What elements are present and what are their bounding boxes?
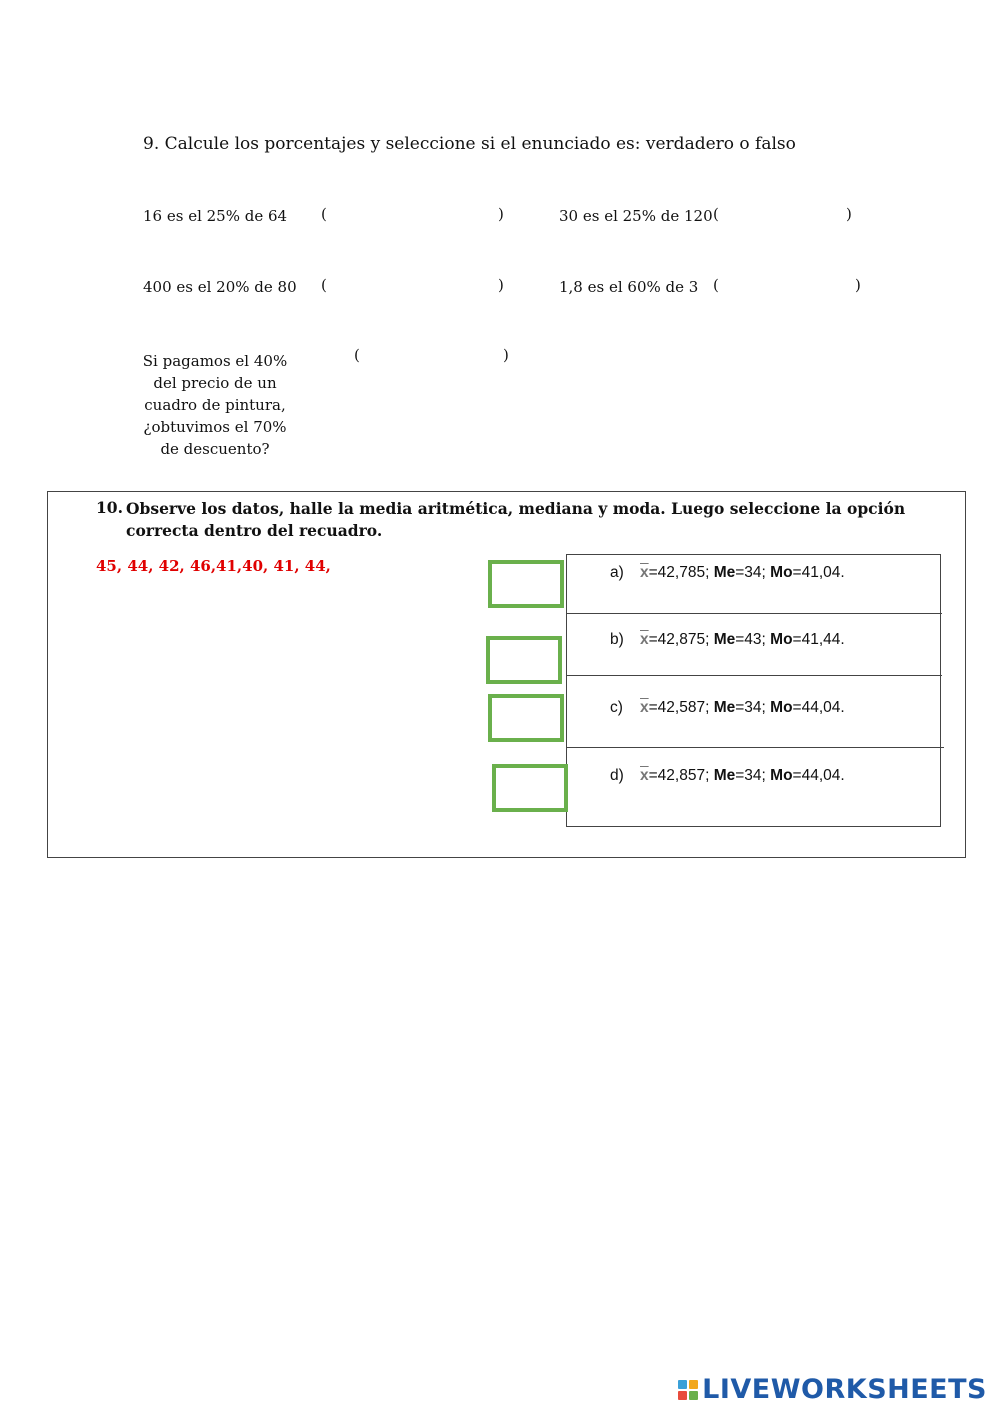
open-paren: ( [713, 205, 719, 223]
statement-5: Si pagamos el 40% del precio de un cuadro de pintura, ¿obtuvimos el 70% de descuento? [142, 352, 288, 458]
statement-3: 400 es el 20% de 80 [143, 278, 297, 296]
close-paren: ) [498, 276, 504, 294]
option-c-checkbox[interactable] [488, 694, 564, 742]
option-letter: a) [610, 564, 624, 581]
option-d-checkbox[interactable] [492, 764, 568, 812]
option-a-checkbox[interactable] [488, 560, 564, 608]
median-label: Me [713, 699, 736, 716]
option-c [610, 699, 845, 717]
statement-2: 30 es el 25% de 120 [559, 207, 713, 225]
mode-value: =41,44. [792, 631, 845, 648]
table-divider [567, 747, 944, 748]
table-divider [567, 613, 942, 614]
answer-input-4[interactable] [724, 276, 853, 300]
option-letter: d) [610, 767, 624, 784]
question-10-text: Observe los datos, halle la media aritmética, mediana y moda. Luego seleccione la opción correcta dentro del recuadro. [126, 499, 906, 540]
option-b [610, 631, 845, 649]
answer-input-2[interactable] [724, 205, 844, 229]
answer-input-1[interactable] [332, 205, 496, 229]
mean-value: =42,857; [648, 767, 714, 784]
mean-symbol: $\overline{x}$ [640, 631, 649, 648]
close-paren: ) [855, 276, 861, 294]
mean-value: =42,785; [648, 564, 714, 581]
logo-text: LIVEWORKSHEETS [702, 1374, 987, 1405]
median-label: Me [713, 564, 736, 581]
close-paren: ) [846, 205, 852, 223]
mode-value: =41,04. [792, 564, 845, 581]
options-table [566, 554, 941, 827]
mode-label: Mo [770, 699, 793, 716]
liveworksheets-logo [678, 1374, 987, 1405]
mean-symbol: $\overline{x}$ [640, 564, 649, 581]
option-letter: c) [610, 699, 623, 716]
table-divider [567, 675, 942, 676]
mode-label: Mo [770, 767, 793, 784]
open-paren: ( [713, 276, 719, 294]
mode-label: Mo [770, 631, 793, 648]
median-value: =34; [735, 564, 771, 581]
statement-1: 16 es el 25% de 64 [143, 207, 288, 225]
open-paren: ( [321, 205, 327, 223]
statement-4: 1,8 es el 60% de 3 [559, 278, 699, 296]
question-10-number: 10. [96, 498, 123, 517]
mean-symbol: $\overline{x}$ [640, 699, 649, 716]
median-value: =34; [735, 699, 771, 716]
mean-symbol: $\overline{x}$ [640, 767, 649, 784]
mean-value: =42,587; [648, 699, 714, 716]
option-a [610, 564, 845, 582]
mode-value: =44,04. [792, 767, 845, 784]
option-letter: b) [610, 631, 624, 648]
question-9-title: 9. Calcule los porcentajes y seleccione si el enunciado es: verdadero o falso [143, 134, 796, 154]
option-d [610, 767, 845, 785]
option-b-checkbox[interactable] [486, 636, 562, 684]
mode-label: Mo [770, 564, 793, 581]
close-paren: ) [498, 205, 504, 223]
open-paren: ( [354, 346, 360, 364]
answer-input-5[interactable] [365, 346, 501, 370]
answer-input-3[interactable] [332, 276, 496, 300]
data-values: 45, 44, 42, 46,41,40, 41, 44, [96, 557, 331, 575]
median-value: =43; [735, 631, 771, 648]
mean-value: =42,875; [648, 631, 714, 648]
open-paren: ( [321, 276, 327, 294]
median-label: Me [713, 631, 736, 648]
median-value: =34; [735, 767, 771, 784]
close-paren: ) [503, 346, 509, 364]
median-label: Me [713, 767, 736, 784]
mode-value: =44,04. [792, 699, 845, 716]
logo-mark-icon [678, 1380, 698, 1400]
